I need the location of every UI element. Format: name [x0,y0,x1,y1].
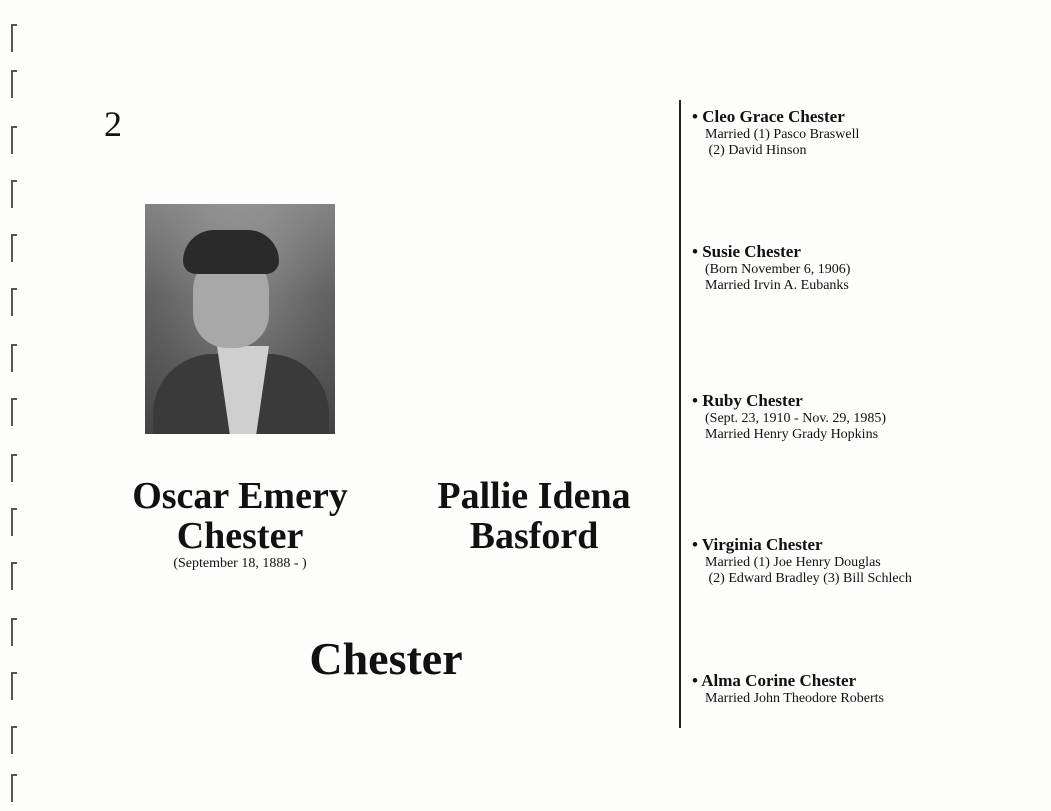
wife-name [414,476,654,556]
child-entry [692,671,884,707]
children-divider [679,100,681,728]
husband-name [110,476,370,556]
portrait-photo [145,204,335,434]
child-entry [692,535,912,587]
child-name: • Ruby Chester [692,391,803,410]
child-entry [692,107,859,159]
child-detail: Married John Theodore Roberts [705,691,884,706]
child-detail: Married Irvin A. Eubanks [705,278,849,293]
husband-name-line1: Oscar Emery [132,475,348,517]
child-name: • Susie Chester [692,242,801,261]
husband-dates: (September 18, 1888 - ) [173,556,307,571]
child-detail: (Sept. 23, 1910 - Nov. 29, 1985) [705,411,887,426]
husband-name-line2: Chester [176,515,304,557]
child-detail: (Born November 6, 1906) [705,262,851,277]
child-detail: Married (1) Joe Henry Douglas [705,555,881,570]
page-number: 2 [104,104,122,144]
child-name: • Virginia Chester [692,535,823,554]
wife-name-line1: Pallie Idena [437,475,631,517]
child-detail: (2) Edward Bradley (3) Bill Schlech [705,571,912,586]
child-entry [692,242,850,294]
page-binding-marks [11,14,23,804]
family-name: Chester [309,633,463,684]
child-name: • Alma Corine Chester [692,671,857,690]
child-entry [692,391,886,443]
child-name: • Cleo Grace Chester [692,107,845,126]
wife-name-line2: Basford [469,515,599,557]
child-detail: Married (1) Pasco Braswell [705,127,860,142]
child-detail: (2) David Hinson [705,143,807,158]
child-detail: Married Henry Grady Hopkins [705,427,879,442]
